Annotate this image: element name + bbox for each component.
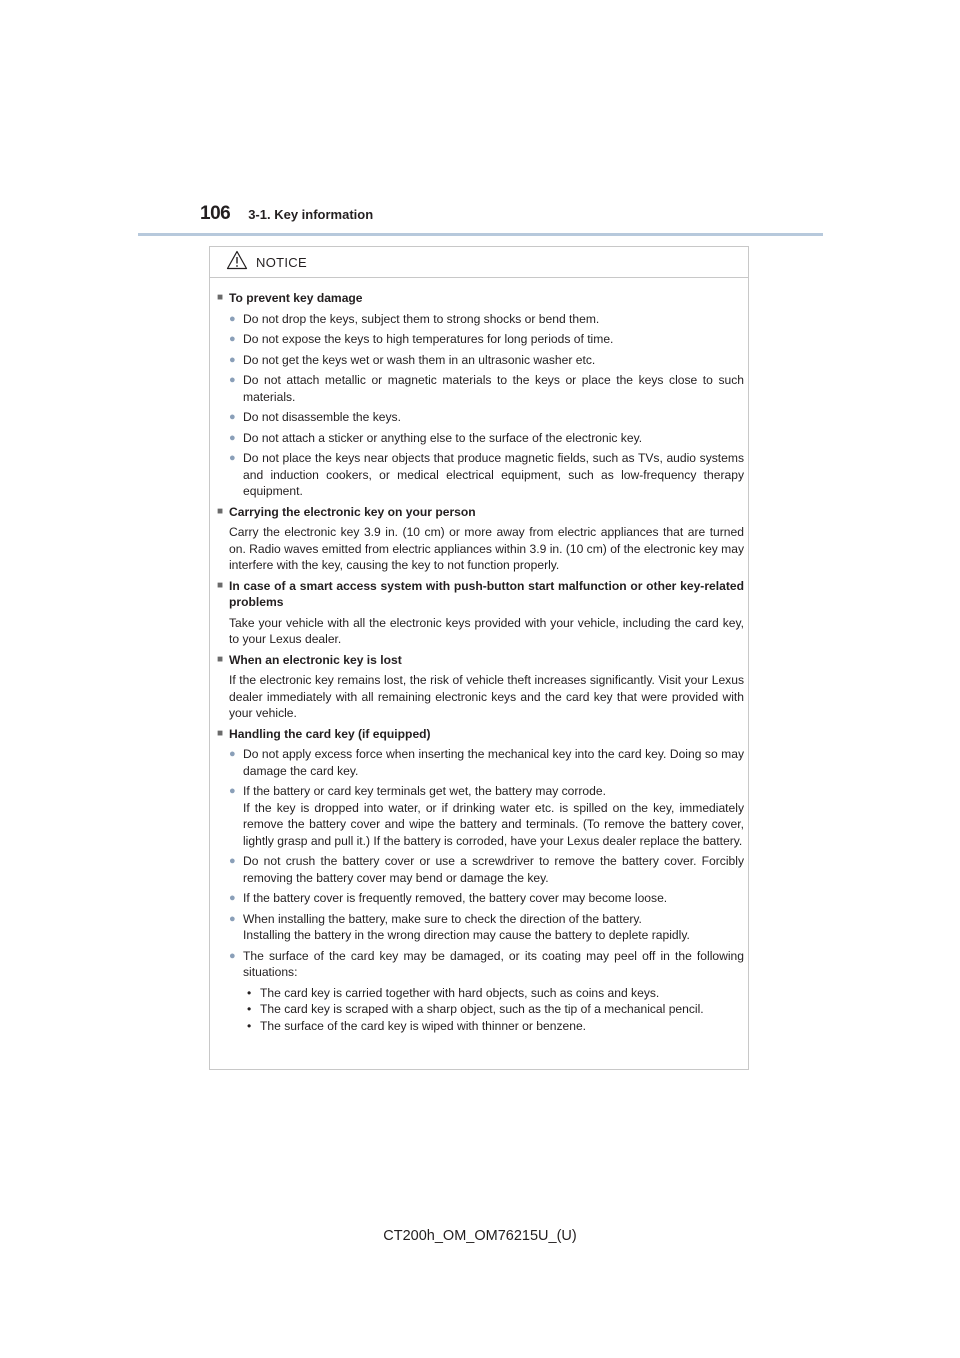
- circle-bullet-icon: ●: [229, 431, 236, 444]
- section-heading: ■ In case of a smart access system with push-button start malfunction or other key-related problems: [217, 578, 744, 609]
- section-heading: ■ To prevent key damage: [217, 291, 363, 305]
- notice-box: [209, 246, 749, 1070]
- square-bullet-icon: ■: [217, 505, 224, 517]
- list-item: ● If the battery cover is frequently removed, the battery cover may become loose.: [217, 890, 744, 907]
- list-item: ● Do not apply excess force when inserting the mechanical key into the card key. Doing so may damage the card key.: [217, 746, 744, 779]
- list-item: ● When installing the battery, make sure to check the direction of the battery. Installing the battery in the wrong direction may cause the battery to deplete rapidly.: [217, 911, 744, 944]
- list-item: ● If the battery or card key terminals get wet, the battery may corrode. If the key is dropped into water, or if drinking water etc. is spilled on the key, immediately remove the battery cover and wipe the battery and terminals. (To remove the battery cover, lightly grasp and pull it.) If the battery is corroded, have your Lexus dealer replace the battery.: [217, 783, 744, 849]
- circle-bullet-icon: ●: [229, 912, 236, 925]
- section-heading: ■ When an electronic key is lost: [217, 652, 402, 667]
- circle-bullet-icon: ●: [229, 312, 236, 325]
- list-item: ● Do not drop the keys, subject them to strong shocks or bend them.: [217, 311, 744, 328]
- circle-bullet-icon: ●: [229, 452, 236, 464]
- page-header: [200, 203, 373, 233]
- section-malfunction: [217, 578, 744, 648]
- section-heading: ■ Carrying the electronic key on your person: [217, 504, 476, 519]
- circle-bullet-icon: ●: [229, 855, 236, 867]
- section-carrying-key: [217, 504, 744, 574]
- circle-bullet-icon: ●: [229, 785, 236, 797]
- circle-bullet-icon: ●: [229, 374, 236, 386]
- page-number: 106: [200, 203, 231, 224]
- notice-content: [217, 290, 744, 1038]
- circle-bullet-icon: ●: [229, 333, 236, 345]
- list-item: ● Do not disassemble the keys.: [217, 409, 744, 426]
- sub-list-item: • The card key is carried together with hard objects, such as coins and keys.: [247, 985, 660, 1000]
- square-bullet-icon: ■: [217, 579, 224, 591]
- square-bullet-icon: ■: [217, 292, 224, 303]
- circle-bullet-icon: ●: [229, 748, 236, 760]
- circle-bullet-icon: ●: [229, 892, 236, 904]
- list-item: ● Do not attach metallic or magnetic materials to the keys or place the keys close to such materials.: [217, 372, 744, 405]
- list-item: ● Do not get the keys wet or wash them in an ultrasonic washer etc.: [217, 352, 744, 369]
- list-item: ● Do not attach a sticker or anything else to the surface of the electronic key.: [217, 430, 744, 447]
- list-item: ● Do not place the keys near objects that produce magnetic fields, such as TVs, audio systems and induction cookers, or medical electrical equipment, such as low-frequency therapy equipment.: [217, 450, 744, 500]
- list-item: ● The surface of the card key may be damaged, or its coating may peel off in the following situations:: [217, 948, 744, 981]
- notice-title: NOTICE: [256, 254, 307, 270]
- section-heading: ■ Handling the card key (if equipped): [217, 726, 431, 741]
- circle-bullet-icon: ●: [229, 353, 236, 366]
- list-item: ● Do not crush the battery cover or use a screwdriver to remove the battery cover. Forcibly removing the battery cover may bend or damage the key.: [217, 853, 744, 886]
- section-paragraph: If the electronic key remains lost, the risk of vehicle theft increases significantly. Visit your Lexus dealer immediately with all remaining electronic keys and the card key that were provided with your vehicle.: [229, 673, 744, 720]
- header-rule: [138, 233, 823, 236]
- section-key-lost: [217, 652, 744, 722]
- circle-bullet-icon: ●: [229, 411, 236, 423]
- sub-list-item: • The surface of the card key is wiped with thinner or benzene.: [247, 1018, 587, 1033]
- notice-header: [210, 247, 748, 278]
- square-bullet-icon: ■: [217, 653, 224, 665]
- warning-triangle-icon: [226, 250, 248, 275]
- list-item: ● Do not expose the keys to high temperatures for long periods of time.: [217, 331, 744, 348]
- section-paragraph: Carry the electronic key 3.9 in. (10 cm) or more away from electric appliances that are turned on. Radio waves emitted from electric appliances within 3.9 in. (10 cm) of the electronic key may interfere with the key, causing the key to not function properly.: [229, 525, 744, 572]
- circle-bullet-icon: ●: [229, 949, 236, 962]
- document-code: CT200h_OM_OM76215U_(U): [383, 1228, 577, 1244]
- section-card-key: [217, 726, 744, 1035]
- section-key-damage: [217, 290, 744, 500]
- section-title: 3-1. Key information: [248, 207, 374, 222]
- section-paragraph: Take your vehicle with all the electronic keys provided with your vehicle, including the card key, to your Lexus dealer.: [229, 615, 744, 646]
- sub-list-item: • The card key is scraped with a sharp object, such as the tip of a mechanical pencil.: [247, 1002, 704, 1016]
- square-bullet-icon: ■: [217, 727, 224, 739]
